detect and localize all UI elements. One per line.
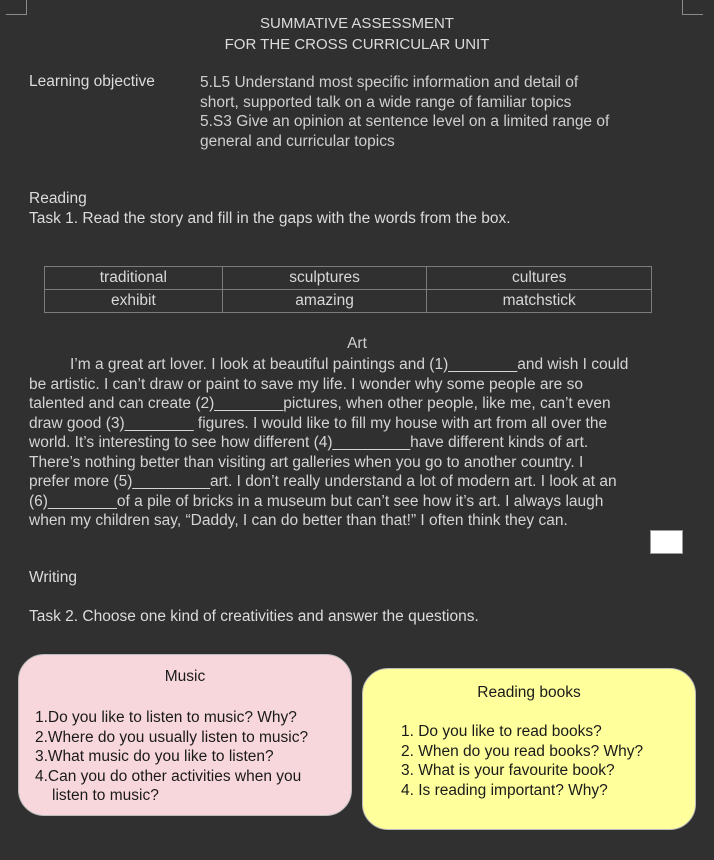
books-question: 3. What is your favourite book? <box>401 762 615 779</box>
writing-heading: Writing <box>29 569 77 586</box>
story-line: be artistic. I can’t draw or paint to save my life. I wonder why some people are so <box>29 375 583 393</box>
word-cell: cultures <box>427 267 652 290</box>
word-cell: matchstick <box>427 290 652 313</box>
objective-line: general and curricular topics <box>200 132 395 150</box>
corner-mark-right <box>682 0 703 15</box>
music-question: 3.What music do you like to listen? <box>35 748 274 765</box>
story-line: There’s nothing better than visiting art galleries when you go to another country. I <box>29 453 584 471</box>
word-box-row <box>45 267 652 290</box>
story-line: world. It’s interesting to see how different (4)_________have different kinds of art. <box>29 434 589 451</box>
word-cell: traditional <box>45 267 223 290</box>
reading-heading: Reading <box>29 190 87 207</box>
reading-books-card <box>362 668 696 830</box>
objective-line: short, supported talk on a wide range of familiar topics <box>200 93 572 111</box>
word-cell: amazing <box>222 290 427 313</box>
task1-instruction: Task 1. Read the story and fill in the gaps with the words from the box. <box>29 210 511 227</box>
music-question: 2.Where do you usually listen to music? <box>35 728 309 746</box>
story-line: draw good (3)________ figures. I would like to fill my house with art from all over the <box>29 414 608 432</box>
learning-objective-label: Learning objective <box>29 73 155 90</box>
story-line: talented and can create (2)________pictures, when other people, like me, can’t even <box>29 395 611 412</box>
word-cell: sculptures <box>222 267 427 290</box>
objective-line: 5.L5 Understand most specific information and detail of <box>200 74 579 91</box>
books-question: 2. When do you read books? Why? <box>401 742 644 760</box>
books-questions <box>401 722 691 800</box>
story-line: prefer more (5)_________art. I don’t really understand a lot of modern art. I look at an <box>29 473 617 490</box>
word-cell: exhibit <box>45 290 223 313</box>
books-question: 1. Do you like to read books? <box>401 723 602 740</box>
word-box-table <box>44 266 652 313</box>
books-card-title: Reading books <box>477 684 581 701</box>
books-question: 4. Is reading important? Why? <box>401 781 608 799</box>
story-title: Art <box>347 335 367 352</box>
music-card <box>18 654 352 816</box>
corner-mark-left <box>6 0 27 15</box>
music-question: 1.Do you like to listen to music? Why? <box>35 709 297 726</box>
story-line: when my children say, “Daddy, I can do better than that!” I often think they can. <box>29 512 568 529</box>
task2-instruction: Task 2. Choose one kind of creativities and answer the questions. <box>29 608 479 625</box>
page-subtitle: FOR THE CROSS CURRICULAR UNIT <box>224 36 490 53</box>
story-text <box>29 355 689 531</box>
story-line: (6)________of a pile of bricks in a museum but can’t see how it’s art. I always laugh <box>29 492 604 510</box>
music-question: 4.Can you do other activities when you <box>35 767 302 785</box>
learning-objective-text <box>200 73 670 151</box>
music-question-continuation: listen to music? <box>52 787 159 804</box>
answer-box[interactable] <box>650 530 683 554</box>
story-line: I’m a great art lover. I look at beautiful paintings and (1)________and wish I could <box>70 356 629 373</box>
music-questions <box>35 708 345 806</box>
word-box-row <box>45 290 652 313</box>
page-title: SUMMATIVE ASSESSMENT <box>260 15 454 32</box>
music-card-title: Music <box>164 668 206 685</box>
objective-line: 5.S3 Give an opinion at sentence level on a limited range of <box>200 113 610 130</box>
